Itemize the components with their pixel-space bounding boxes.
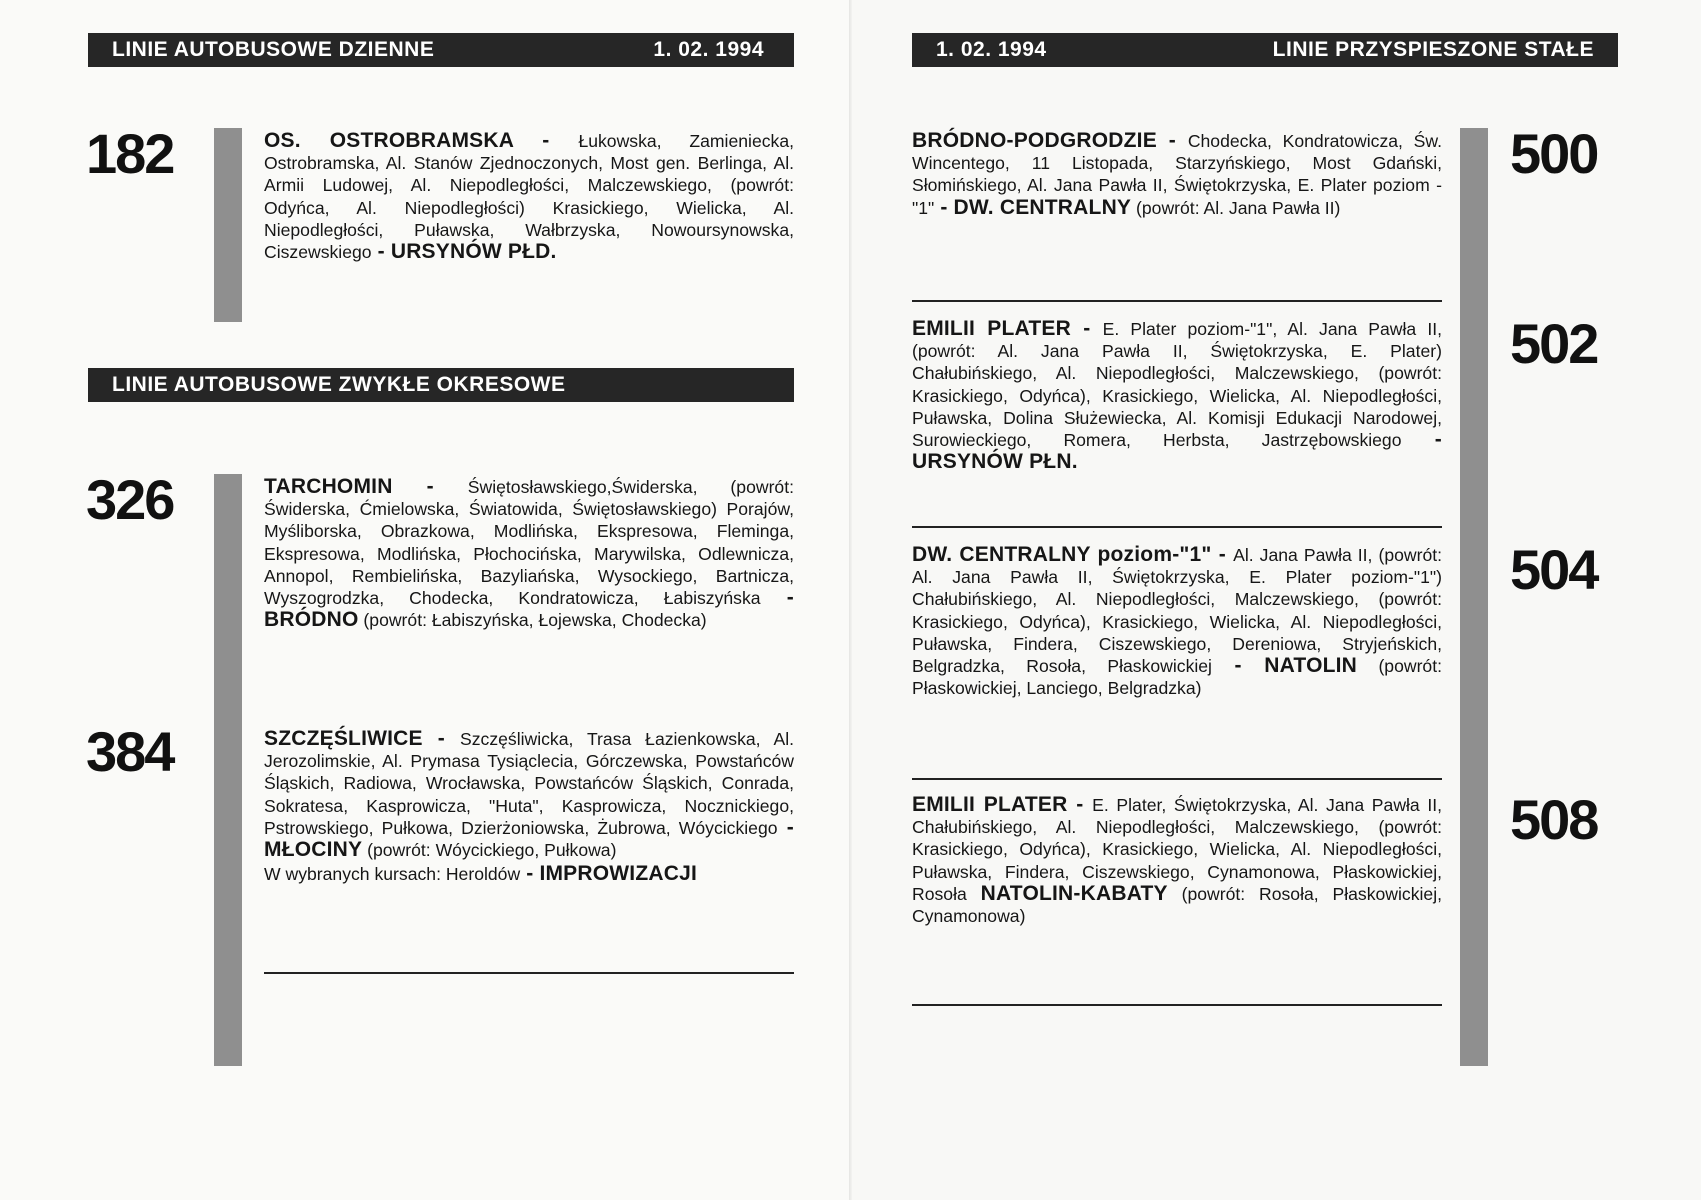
route-separator: - [934,195,954,219]
route-separator: - [1067,793,1093,816]
line-number-502: 502 [1510,312,1598,375]
bleed-through-mark [85,240,101,305]
line-number-326: 326 [86,468,174,531]
route-origin: OS. OSTROBRAMSKA [264,129,514,152]
route-streets: E. Plater, Świętokrzyska, Al. Jana Pawła II, Chałubińskiego, Al. Niepodległości, Malczewskiego, (powrót: Krasickiego, Odyńca), Krasickiego, Wielicka, Al. Niepodległości, Puławska, Findera, Ciszewskiego, Cynamonowa, Płaskowickiej, Rosoła [912,795,1442,904]
route-destination: MŁOCINY [264,838,363,862]
route-streets: Świętosławskiego,Świderska, (powrót: Świderska, Ćmielowska, Światowida, Świętosławskiego) Porajów, Myśliborska, Obrazkowa, Modlińska, Ekspresowa, Fleminga, Ekspresowa, Modlińska, Płochocińska, Marywilska, Odlewnicza, Annopol, Rembielińska, Bazyliańska, Wysockiego, Bartnicza, Wyszogrodzka, Chodecka, Kondratowicza, Łabiszyńska [264,477,794,609]
route-streets: Chodecka, Kondratowicza, Św. Wincentego, 11 Listopada, Starzyńskiego, Most Gdański, Słomińskiego, Al. Jana Pawła II, Świętokrzyska, E. Plater poziom - "1" [912,131,1442,218]
route-separator: - [1211,654,1265,678]
route-separator: - [1211,543,1234,566]
variant-prefix: W wybranych kursach: Heroldów [264,864,521,885]
variant-destination: IMPROWIZACJI [539,862,698,886]
line-number-508: 508 [1510,788,1598,851]
route-separator: - [520,862,540,886]
section-divider [264,972,794,974]
header-express-lines [912,33,1618,67]
route-destination: URSYNÓW PŁD. [390,240,557,264]
route-streets: E. Plater poziom-"1", Al. Jana Pawła II, (powrót: Al. Jana Pawła II, Świętokrzyska, E. Plater) Chałubińskiego, Al. Niepodległości, Malczewskiego, (powrót: Krasickiego, Odyńca), Krasickiego, Wielicka, Al. Niepodległości, Puławska, Dolina Służewiecka, Al. Komisji Edukacji Narodowej, Surowieckiego, Romera, Herbsta, Jastrzębowskiego [912,319,1442,451]
route-separator: - [1156,129,1188,152]
line-number-182: 182 [86,122,174,185]
line-number-384: 384 [86,720,174,783]
route-destination: NATOLIN [1264,654,1358,678]
route-streets: Szczęśliwicka, Trasa Łazienkowska, Al. Jerozolimskie, Al. Prymasa Tysiąclecia, Górczewska, Powstańców Śląskich, Radiowa, Wrocławska, Powstańców Śląskich, Conrada, Sokratesa, Kasprowicza, "Huta", Kasprowicza, Nocznickiego, Pstrowskiego, Pułkowa, Dzierżoniowska, Żubrowa, Wóycickiego [264,729,794,838]
line-number-504: 504 [1510,538,1598,601]
header-title: LINIE AUTOBUSOWE ZWYKŁE OKRESOWE [112,373,566,396]
route-separator: - [777,815,794,839]
route-entry-500 [912,130,1442,219]
route-bar [1460,128,1488,1066]
header-date: 1. 02. 1994 [653,38,764,61]
route-destination: NATOLIN-KABATY [980,881,1168,905]
route-origin: EMILII PLATER [912,793,1068,816]
route-bar [214,128,242,322]
section-divider [912,300,1442,302]
route-origin: SZCZĘŚLIWICE [264,727,423,750]
route-return-note: (powrót: Łabiszyńska, Łojewska, Chodecka) [358,610,707,631]
route-origin: BRÓDNO-PODGRODZIE [912,129,1157,152]
route-entry-508 [912,794,1442,927]
route-entry-182 [264,130,794,263]
route-separator: - [1401,428,1442,452]
route-separator: - [1070,317,1103,340]
route-destination: URSYNÓW PŁN. [912,450,1078,474]
line-number-500: 500 [1510,122,1598,185]
right-page [852,0,1701,1200]
route-return-note: (powrót: Płaskowickiej, Lanciego, Belgradzka) [912,656,1442,699]
route-return-note: (powrót: Rosoła, Płaskowickiej, Cynamonowa) [912,883,1442,927]
route-return-note: (powrót: Wóycickiego, Pułkowa) [362,840,617,861]
header-day-lines [88,33,794,67]
route-separator: - [760,586,794,610]
route-entry-326 [264,476,794,631]
route-streets: Al. Jana Pawła II, (powrót: Al. Jana Pawła II, Świętokrzyska, E. Plater poziom-"1") Chałubińskiego, Al. Niepodległości, Malczewskiego, (powrót: Krasickiego, Odyńca), Krasickiego, Wielicka, Al. Niepodległości, Puławska, Findera, Ciszewskiego, Dereniowa, Stryjeńskich, Belgradzka, Rosoła, Płaskowickiej [912,545,1443,677]
section-divider [912,1004,1442,1006]
header-date: 1. 02. 1994 [936,38,1047,61]
route-destination: BRÓDNO [264,608,359,632]
route-origin: TARCHOMIN [264,475,393,498]
route-separator: - [371,240,391,264]
header-title: LINIE AUTOBUSOWE DZIENNE [112,38,435,61]
route-separator: - [422,727,460,750]
route-origin: EMILII PLATER [912,317,1071,340]
route-variant-note [264,863,794,885]
section-divider [912,526,1442,528]
route-separator: - [392,475,468,498]
route-bar [214,474,242,1066]
section-divider [912,778,1442,780]
route-origin: DW. CENTRALNY poziom-"1" [912,543,1212,566]
route-separator: - [513,129,579,152]
header-periodic-lines [88,368,794,402]
route-return-note: (powrót: Al. Jana Pawła II) [1131,197,1341,218]
route-destination: DW. CENTRALNY [953,195,1132,219]
route-streets: Łukowska, Zamieniecka, Ostrobramska, Al. Stanów Zjednoczonych, Most gen. Berlinga, Al. Armii Ludowej, Al. Niepodległości, Malczewskiego, (powrót: Odyńca, Al. Niepodległości) Krasickiego, Wielicka, Al. Niepodległości, Puławska, Wałbrzyska, Nowoursynowska, Ciszewskiego [264,131,794,263]
route-entry-502 [912,318,1442,473]
route-entry-384 [264,728,794,885]
route-entry-504 [912,544,1442,699]
header-title: LINIE PRZYSPIESZONE STAŁE [1272,38,1594,61]
